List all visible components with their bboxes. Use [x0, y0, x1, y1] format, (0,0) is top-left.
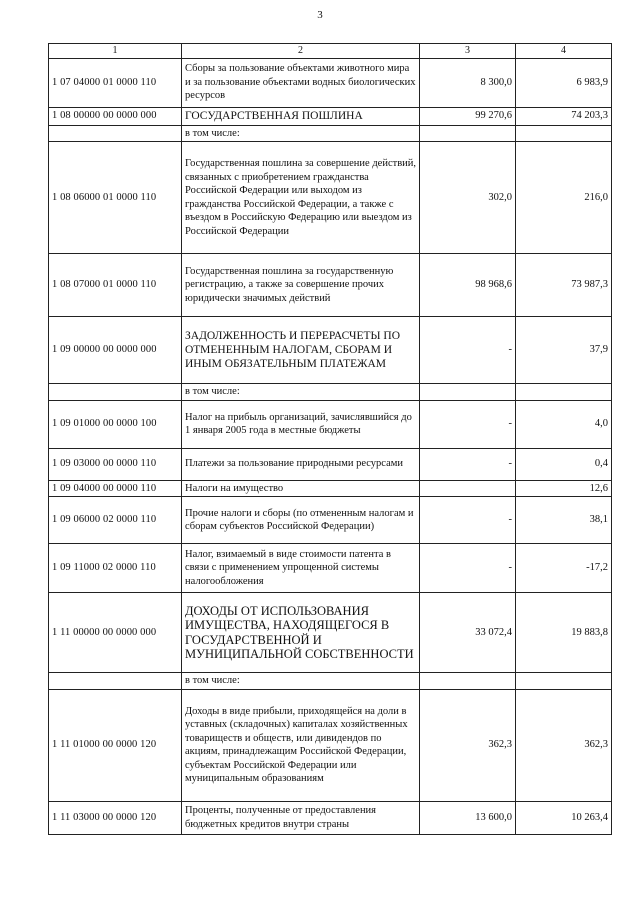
- value-col3: [420, 125, 516, 142]
- header-row: [49, 44, 612, 59]
- value-col4: 74 203,3: [516, 107, 612, 125]
- table-row: [49, 448, 612, 480]
- budget-code: 1 07 04000 01 0000 110: [49, 58, 182, 107]
- table-row: [49, 58, 612, 107]
- budget-code: 1 08 07000 01 0000 110: [49, 254, 182, 317]
- table-row: [49, 801, 612, 834]
- row-description: ЗАДОЛЖЕННОСТЬ И ПЕРЕРАСЧЕТЫ ПО ОТМЕНЕННЫМ НАЛОГАМ, СБОРАМ И ИНЫМ ОБЯЗАТЕЛЬНЫМ ПЛАТЕЖАМ: [182, 317, 420, 384]
- table-row: [49, 673, 612, 690]
- table-row: [49, 593, 612, 673]
- budget-table: [48, 43, 612, 835]
- value-col4: 38,1: [516, 497, 612, 544]
- row-description: в том числе:: [182, 384, 420, 401]
- value-col4: [516, 125, 612, 142]
- table-row: [49, 544, 612, 593]
- value-col3: 33 072,4: [420, 593, 516, 673]
- row-description: Проценты, полученные от предоставления бюджетных кредитов внутри страны: [182, 801, 420, 834]
- value-col3: -: [420, 400, 516, 448]
- value-col3: 362,3: [420, 689, 516, 801]
- row-description: Налог, взимаемый в виде стоимости патента в связи с применением упрощенной системы налогообложения: [182, 544, 420, 593]
- value-col3: 99 270,6: [420, 107, 516, 125]
- page-number: 3: [317, 9, 323, 21]
- value-col4: [516, 673, 612, 690]
- table-row: [49, 142, 612, 254]
- value-col3: -: [420, 544, 516, 593]
- row-description: Прочие налоги и сборы (по отмененным налогам и сборам субъектов Российской Федерации): [182, 497, 420, 544]
- value-col3: 8 300,0: [420, 58, 516, 107]
- row-description: ГОСУДАРСТВЕННАЯ ПОШЛИНА: [182, 107, 420, 125]
- value-col3: [420, 384, 516, 401]
- value-col4: 37,9: [516, 317, 612, 384]
- row-description: в том числе:: [182, 125, 420, 142]
- budget-code: [49, 125, 182, 142]
- row-description: в том числе:: [182, 673, 420, 690]
- value-col4: 12,6: [516, 480, 612, 497]
- table-row: [49, 689, 612, 801]
- table-row: [49, 400, 612, 448]
- header-col-4: 4: [516, 44, 612, 59]
- value-col3: -: [420, 448, 516, 480]
- table-row: [49, 317, 612, 384]
- row-description: Платежи за пользование природными ресурсами: [182, 448, 420, 480]
- value-col4: [516, 384, 612, 401]
- value-col3: -: [420, 497, 516, 544]
- table-row: [49, 384, 612, 401]
- value-col3: [420, 480, 516, 497]
- row-description: Налоги на имущество: [182, 480, 420, 497]
- value-col3: -: [420, 317, 516, 384]
- budget-code: 1 09 01000 00 0000 100: [49, 400, 182, 448]
- table-row: [49, 254, 612, 317]
- value-col3: [420, 673, 516, 690]
- table-row: [49, 125, 612, 142]
- value-col4: 19 883,8: [516, 593, 612, 673]
- budget-code: [49, 673, 182, 690]
- budget-code: 1 11 00000 00 0000 000: [49, 593, 182, 673]
- row-description: Государственная пошлина за государственную регистрацию, а также за совершение прочих юридически значимых действий: [182, 254, 420, 317]
- header-col-1: 1: [49, 44, 182, 59]
- row-description: Доходы в виде прибыли, приходящейся на доли в уставных (складочных) капиталах хозяйственных товариществ и обществ, или дивидендов по акциям, принадлежащим Российской Федерации, субъектам Российской Федерации или муниципальным образованиям: [182, 689, 420, 801]
- value-col4: 6 983,9: [516, 58, 612, 107]
- budget-code: 1 09 00000 00 0000 000: [49, 317, 182, 384]
- row-description: Налог на прибыль организаций, зачислявшийся до 1 января 2005 года в местные бюджеты: [182, 400, 420, 448]
- value-col4: 362,3: [516, 689, 612, 801]
- budget-code: [49, 384, 182, 401]
- value-col4: 10 263,4: [516, 801, 612, 834]
- value-col4: 0,4: [516, 448, 612, 480]
- value-col3: 302,0: [420, 142, 516, 254]
- budget-code: 1 08 06000 01 0000 110: [49, 142, 182, 254]
- table-row: [49, 480, 612, 497]
- value-col4: 4,0: [516, 400, 612, 448]
- value-col3: 98 968,6: [420, 254, 516, 317]
- row-description: Государственная пошлина за совершение действий, связанных с приобретением гражданства Российской Федерации или выходом из гражданства Российской Федерации, а также с въездом в Российскую Федерацию или выездом из Российской Федерации: [182, 142, 420, 254]
- budget-code: 1 09 06000 02 0000 110: [49, 497, 182, 544]
- table-row: [49, 497, 612, 544]
- header-col-3: 3: [420, 44, 516, 59]
- budget-code: 1 09 03000 00 0000 110: [49, 448, 182, 480]
- row-description: Сборы за пользование объектами животного мира и за пользование объектами водных биологических ресурсов: [182, 58, 420, 107]
- value-col4: 216,0: [516, 142, 612, 254]
- budget-code: 1 08 00000 00 0000 000: [49, 107, 182, 125]
- value-col3: 13 600,0: [420, 801, 516, 834]
- table-row: [49, 107, 612, 125]
- budget-code: 1 11 01000 00 0000 120: [49, 689, 182, 801]
- budget-code: 1 09 11000 02 0000 110: [49, 544, 182, 593]
- budget-code: 1 09 04000 00 0000 110: [49, 480, 182, 497]
- row-description: ДОХОДЫ ОТ ИСПОЛЬЗОВАНИЯ ИМУЩЕСТВА, НАХОДЯЩЕГОСЯ В ГОСУДАРСТВЕННОЙ И МУНИЦИПАЛЬНОЙ СОБСТВЕННОСТИ: [182, 593, 420, 673]
- value-col4: 73 987,3: [516, 254, 612, 317]
- value-col4: -17,2: [516, 544, 612, 593]
- budget-code: 1 11 03000 00 0000 120: [49, 801, 182, 834]
- header-col-2: 2: [182, 44, 420, 59]
